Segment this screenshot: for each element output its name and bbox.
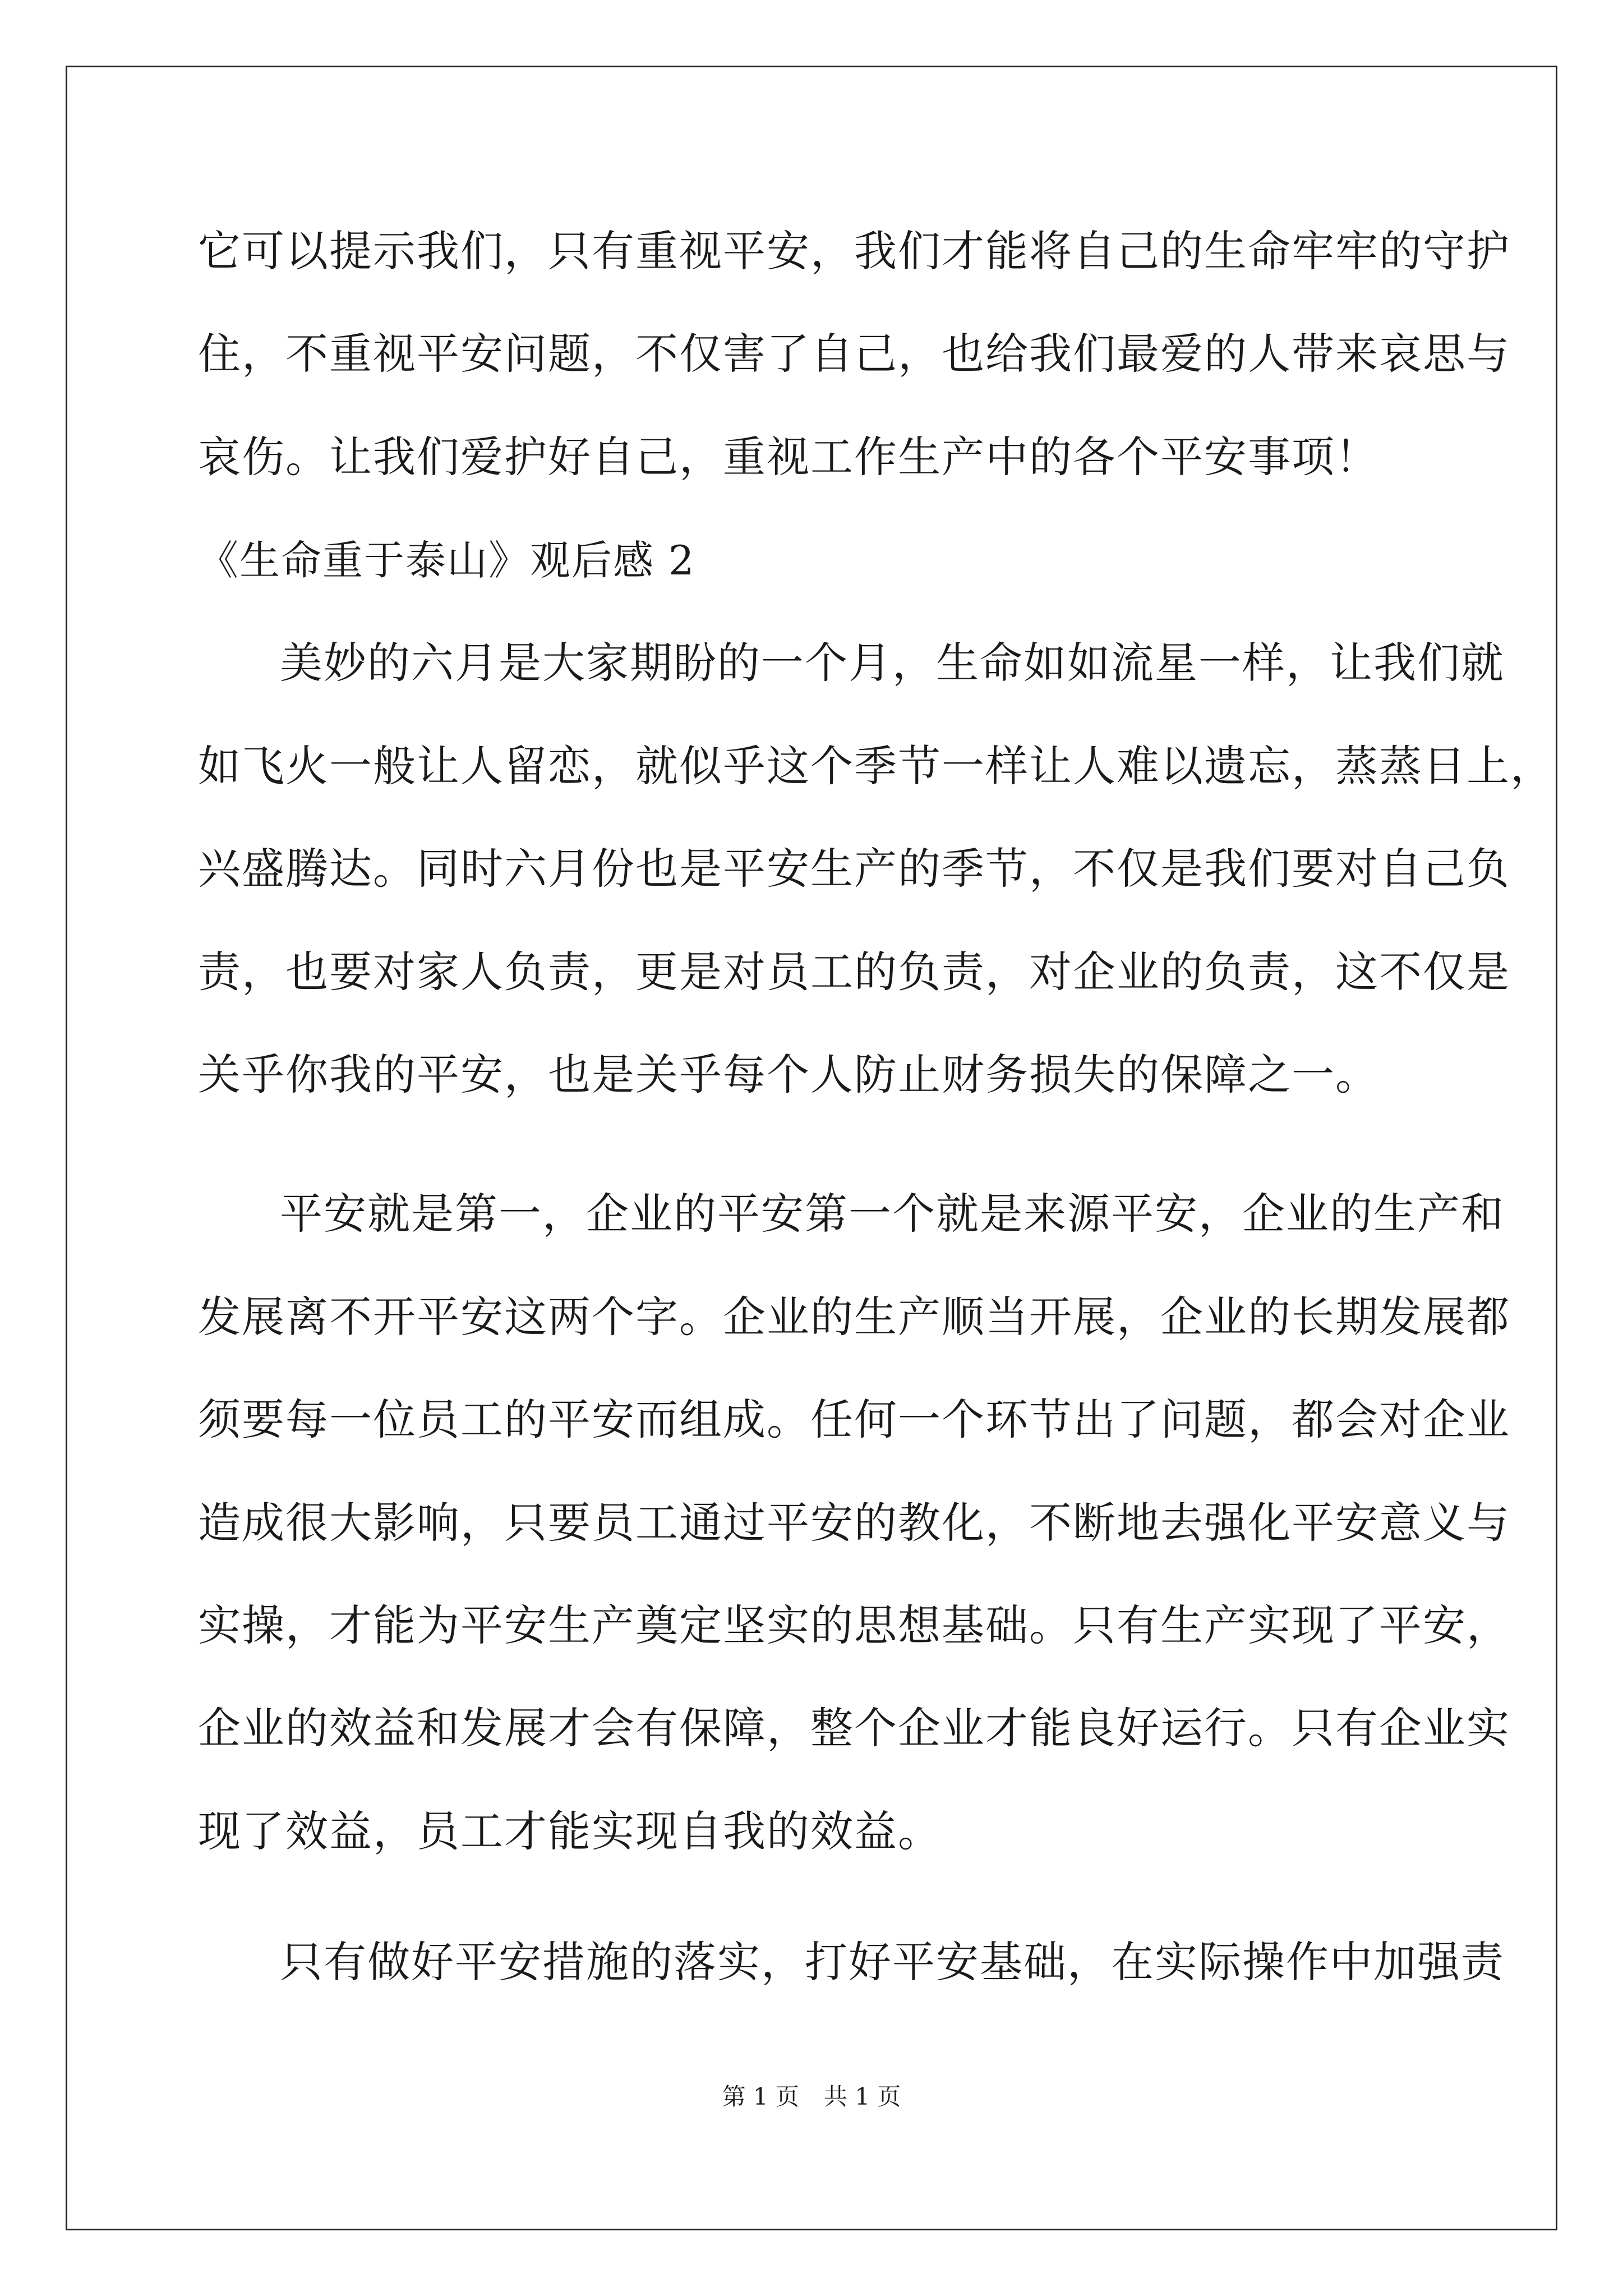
text-line: 责，也要对家人负责，更是对员工的负责，对企业的负责，这不仅是 (198, 947, 1510, 997)
text-line: 须要每一位员工的平安而组成。任何一个环节出了问题，都会对企业 (198, 1395, 1510, 1444)
text-line: 实操，才能为平安生产奠定坚实的思想基础。只有生产实现了平安， (198, 1600, 1510, 1650)
text-line: 关乎你我的平安，也是关乎每个人防止财务损失的保障之一。 (198, 1050, 1379, 1099)
text-line: 造成很大影响，只要员工通过平安的教化，不断地去强化平安意义与 (198, 1498, 1510, 1548)
text-line: 美妙的六月是大家期盼的一个月，生命如如流星一样，让我们就 (280, 638, 1505, 688)
text-line: 哀伤。让我们爱护好自己，重视工作生产中的各个平安事项！ (198, 432, 1379, 482)
text-line: 如飞火一般让人留恋，就似乎这个季节一样让人难以遗忘，蒸蒸日上， (198, 741, 1554, 791)
text-line: 只有做好平安措施的落实，打好平安基础，在实际操作中加强责 (280, 1937, 1505, 1987)
page-footer (0, 2080, 1623, 2114)
text-line: 住，不重视平安问题，不仅害了自己，也给我们最爱的人带来哀思与 (198, 329, 1510, 379)
text-line: 兴盛腾达。同时六月份也是平安生产的季节，不仅是我们要对自己负 (198, 844, 1510, 894)
text-line: 现了效益，员工才能实现自我的效益。 (198, 1806, 942, 1856)
page-number: 第 1 页 (722, 2083, 799, 2110)
section-heading: 《生命重于泰山》观后感 2 (198, 537, 695, 584)
page-total: 共 1 页 (824, 2083, 901, 2110)
text-line: 发展离不开平安这两个字。企业的生产顺当开展，企业的长期发展都 (198, 1292, 1510, 1342)
text-line: 它可以提示我们，只有重视平安，我们才能将自己的生命牢牢的守护 (198, 226, 1510, 276)
text-line: 企业的效益和发展才会有保障，整个企业才能良好运行。只有企业实 (198, 1703, 1510, 1753)
text-line: 平安就是第一，企业的平安第一个就是来源平安，企业的生产和 (280, 1189, 1505, 1239)
